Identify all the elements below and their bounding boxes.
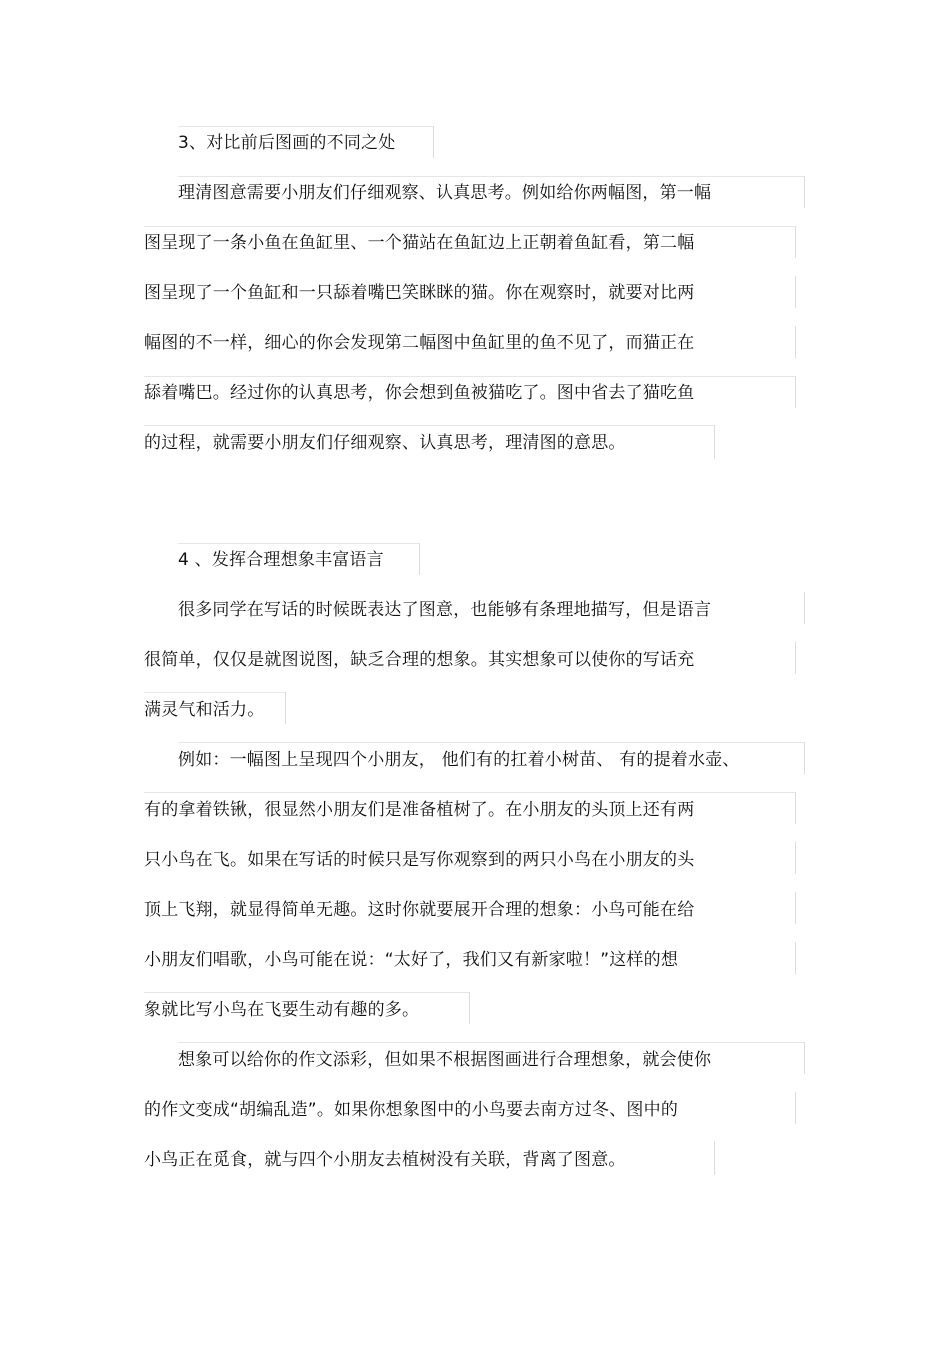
frame-edge [795,376,796,408]
paragraph-line: 小鸟正在觅食，就与四个小朋友去植树没有关联，背离了图意。 [144,1150,626,1170]
frame-edge [795,1092,796,1124]
paragraph-line: 例如：一幅图上呈现四个小朋友， 他们有的扛着小树苗、 有的提着水壶、 [178,750,740,770]
paragraph-line: 的作文变成“胡编乱造”。如果你想象图中的小鸟要去南方过冬、图中的 [144,1100,679,1120]
section-3-heading: 3、对比前后图画的不同之处 [178,133,396,153]
frame-edge [795,276,796,308]
frame-edge [795,642,796,674]
paragraph-line: 只小鸟在飞。如果在写话的时候只是写你观察到的两只小鸟在小朋友的头 [144,850,695,870]
frame-edge [433,126,434,158]
paragraph-line: 很简单，仅仅是就图说图，缺乏合理的想象。其实想象可以使你的写话充 [144,650,695,670]
frame-edge [285,692,286,724]
paragraph-line: 小朋友们唱歌，小鸟可能在说：“太好了，我们又有新家啦！”这样的想 [144,950,679,970]
paragraph-line: 图呈现了一个鱼缸和一只舔着嘴巴笑眯眯的猫。你在观察时，就要对比两 [144,283,695,303]
paragraph-line: 满灵气和活力。 [144,700,265,720]
frame-edge [795,842,796,874]
frame-edge [144,992,470,993]
frame-edge [795,892,796,924]
frame-edge [804,176,805,208]
paragraph-line: 象就比写小鸟在飞要生动有趣的多。 [144,1000,420,1020]
paragraph-line: 想象可以给你的作文添彩，但如果不根据图画进行合理想象，就会使你 [178,1050,712,1070]
paragraph-line: 舔着嘴巴。经过你的认真思考，你会想到鱼被猫吃了。图中省去了猫吃鱼 [144,383,695,403]
paragraph-line: 有的拿着铁锹，很显然小朋友们是准备植树了。在小朋友的头顶上还有两 [144,800,695,820]
frame-edge [178,742,805,743]
frame-edge [714,1141,715,1175]
frame-edge [144,792,796,793]
paragraph-line: 很多同学在写话的时候既表达了图意，也能够有条理地描写，但是语言 [178,600,712,620]
section-4-heading: 4 、发挥合理想象丰富语言 [178,550,384,570]
frame-edge [795,226,796,258]
frame-edge [714,425,715,459]
frame-edge [804,742,805,774]
frame-edge [419,543,420,575]
frame-edge [804,592,805,624]
frame-edge [804,1042,805,1074]
frame-edge [795,326,796,358]
paragraph-line: 图呈现了一条小鱼在鱼缸里、一个猫站在鱼缸边上正朝着鱼缸看，第二幅 [144,233,695,253]
frame-edge [795,942,796,974]
frame-edge [795,792,796,824]
frame-edge [144,692,286,693]
frame-edge [144,425,715,426]
paragraph-line: 顶上飞翔，就显得简单无趣。这时你就要展开合理的想象：小鸟可能在给 [144,900,695,920]
paragraph-line: 幅图的不一样，细心的你会发现第二幅图中鱼缸里的鱼不见了，而猫正在 [144,333,695,353]
paragraph-line: 理清图意需要小朋友们仔细观察、认真思考。例如给你两幅图，第一幅 [178,183,712,203]
frame-edge [178,1042,805,1043]
frame-edge [469,992,470,1024]
paragraph-line: 的过程，就需要小朋友们仔细观察、认真思考，理清图的意思。 [144,433,626,453]
